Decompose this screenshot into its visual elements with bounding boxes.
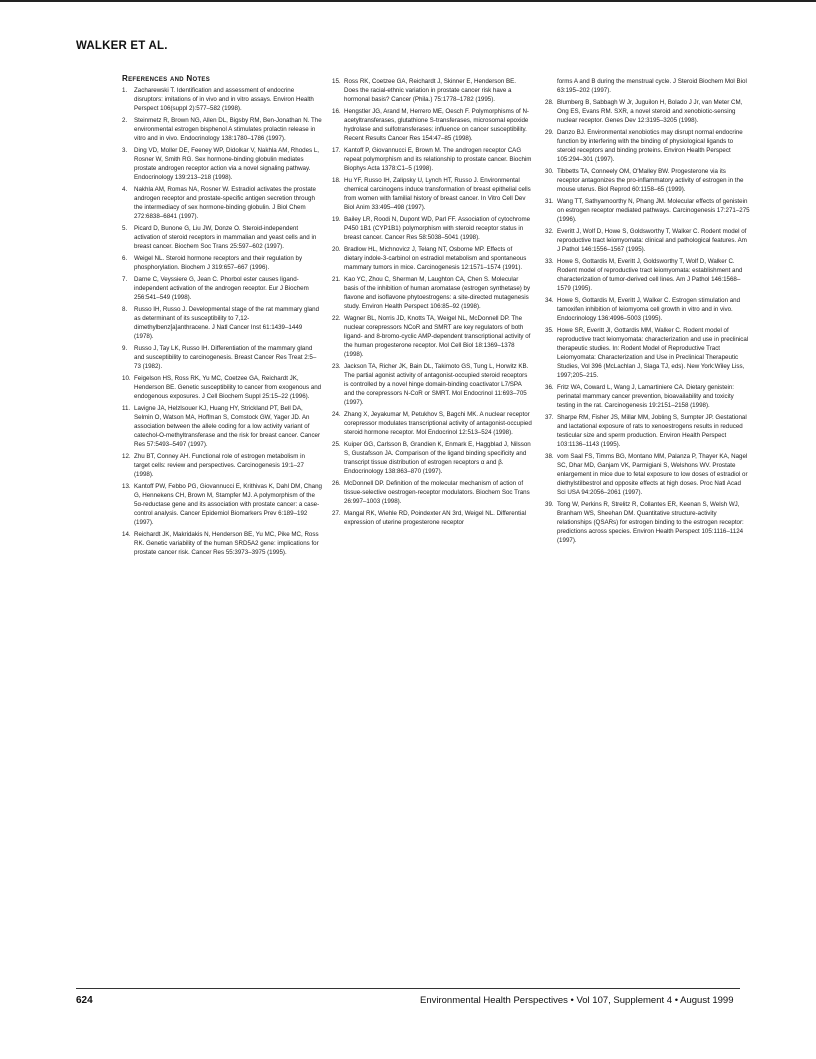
reference-item [332,146,532,173]
reference-item [122,530,322,557]
reference-number: 4. [122,186,128,193]
reference-number: 26. [332,480,341,487]
reference-text: Mangal RK, Wiehle RD, Poindexter AN 3rd, Weigel NL. Differential expression of uterine progesterone receptor [344,510,527,526]
reference-text: Danzo BJ. Environmental xenobiotics may disrupt normal endocrine function by interfering with the binding of physiological ligands to steroid receptors and binding proteins. Environ Health Perspect 105:294–301 (1997). [557,129,743,163]
reference-item [545,98,750,125]
reference-text: Kantoff PW, Febbo PG, Giovannucci E, Krithivas K, Dahl DM, Chang G, Hennekens CH, Brown M, Stampfer MJ. A polymorphism of the 5α-reductase gene and its association with prostate cancer: a case-control analysis. Cancer Epidemiol Biomarkers Prev 6:189–192 (1997). [134,483,323,526]
page-number: 624 [76,995,93,1006]
reference-text: Tibbetts TA, Conneely OM, O'Malley BW. Progesterone via its receptor antagonizes the pro-inflammatory activity of estrogen in the mouse uterus. Biol Reprod 60:1158–65 (1999). [557,168,744,193]
reference-item [545,413,750,449]
reference-text: Weigel NL. Steroid hormone receptors and their regulation by phosphorylation. Biochem J 319:657–667 (1996). [134,255,303,271]
reference-item [545,326,750,380]
reference-item [122,344,322,371]
section-title: References and Notes [122,74,211,83]
reference-number: 31. [545,198,554,205]
reference-number: 8. [122,306,128,313]
reference-number: 27. [332,510,341,517]
reference-number: 11. [122,405,131,412]
reference-item [332,440,532,476]
reference-text: Bradlow HL, Michnovicz J, Telang NT, Osborne MP. Effects of dietary indole-3-carbinol on estradiol metabolism and spontaneous mammary tumors in mice. Carcinogenesis 12:1571–1574 (1991). [344,246,527,271]
references-column-3 [545,77,750,548]
reference-item [545,452,750,497]
reference-number: 30. [545,168,554,175]
reference-number: 1. [122,87,128,94]
reference-text: Ding VD, Moller DE, Feeney WP, Didolkar V, Nakhla AM, Rhodes L, Rosner W, Smith RG. Sex hormone-binding globulin mediates prostate androgen receptor action via a novel signaling pathway. Endocrinology 139:213–218 (1998). [134,147,320,181]
reference-item [332,176,532,212]
header-rule [0,0,816,32]
reference-item [332,479,532,506]
reference-item [332,245,532,272]
reference-number: 16. [332,108,341,115]
reference-text: Jackson TA, Richer JK, Bain DL, Takimoto GS, Tung L, Horwitz KB. The partial agonist activity of antagonist-occupied steroid receptors is controlled by a novel hinge domain-binding coactivator L7/SPA and the corepressors N-CoR or SMRT. Mol Endocrinol 11:693–705 (1997). [344,363,529,406]
reference-text: Russo IH, Russo J. Developmental stage of the rat mammary gland as determinant of its susceptibility to 7,12-dimethylbenz[a]anthracene. J Natl Cancer Inst 61:1439–1449 (1978). [134,306,320,340]
reference-item [122,116,322,143]
reference-text: Tong W, Perkins R, Strelitz R, Collantes ER, Keenan S, Welsh WJ, Branham WS, Sheehan DM. Quantitative structure-activity relationships (QSARs) for estrogen binding to the estrogen receptor: predictions across species. Environ Health Perspect 105:1116–1124 (1997). [557,501,744,544]
running-head: WALKER ET AL. [76,40,168,52]
reference-item [332,410,532,437]
reference-text: Zacharewski T. Identification and assessment of endocrine disruptors: imitations of in vivo and in vitro assays. Environ Health Perspect 106(suppl 2):577–582 (1998). [134,87,314,112]
reference-number: 21. [332,276,341,283]
reference-item [545,167,750,194]
reference-item [332,107,532,143]
reference-text: Kantoff P, Giovannucci E, Brown M. The androgen receptor CAG repeat polymorphism and its relationship to prostate cancer. Biochim Biophys Acta 1378:C1–5 (1998). [344,147,532,172]
reference-number: 25. [332,441,341,448]
reference-text: Sharpe RM, Fisher JS, Millar MM, Jobling S, Sumpter JP. Gestational and lactational exposure of rats to xenoestrogens results in reduced testicular size and sperm production. Environ Health Perspect 103:1136–1143 (1995). [557,414,747,448]
reference-text: Howe SR, Everitt JI, Gottardis MM, Walker C. Rodent model of reproductive tract leiomyomata: characterization and use in preclinical therapeutic studies. In: Rodent Model of Reproductive Tract Leiomyomata: Characterization and Use in Preclinical Therapeutic Studies, Vol 396 (McLachlan J, Slaga TJ, eds). New York:Wiley Liss, 1997;205–215. [557,327,749,379]
reference-number: 6. [122,255,128,262]
reference-number: 28. [545,99,554,106]
reference-number: 24. [332,411,341,418]
reference-item [545,257,750,293]
reference-text: Howe S, Gottardis M, Everitt J, Goldsworthy T, Wolf D, Walker C. Rodent model of reproductive tract leiomyomata: establishment and characterization of tumor-derived cell lines. Am J Pathol 146:1568–1579 (1995). [557,258,743,292]
reference-number: 10. [122,375,131,382]
reference-text: Zhu BT, Conney AH. Functional role of estrogen metabolism in target cells: review and perspectives. Carcinogenesis 19:1–27 (1998). [134,453,305,478]
reference-number: 22. [332,315,341,322]
reference-number: 38. [545,453,554,460]
reference-number: 39. [545,501,554,508]
reference-item [122,305,322,341]
reference-item [545,383,750,410]
reference-number: 15. [332,78,341,85]
footer-rule [76,988,740,989]
reference-text: Wagner BL, Norris JD, Knotts TA, Weigel NL, McDonnell DP. The nuclear corepressors NCoR and SMRT are key regulators of both ligand- and 8-bromo-cyclic AMP-dependent transcriptional activity of the human progesterone receptor. Mol Cell Biol 18:1369–1378 (1998). [344,315,531,358]
reference-item [332,314,532,359]
reference-text: Picard D, Bunone G, Liu JW, Donze O. Steroid-independent activation of steroid receptors in mammalian and yeast cells and in breast cancer. Biochem Soc Trans 25:597–602 (1997). [134,225,317,250]
reference-item [122,452,322,479]
reference-number: 3. [122,147,128,154]
reference-text: Feigelson HS, Ross RK, Yu MC, Coetzee GA, Reichardt JK, Henderson BE. Genetic susceptibility to cancer from exogenous and endogenous exposures. J Cell Biochem Suppl 25:15–22 (1996). [134,375,322,400]
reference-text: Darne C, Veyssiere G, Jean C. Phorbol ester causes ligand-independent activation of the androgen receptor. Eur J Biochem 256:541–549 (1998). [134,276,309,301]
reference-item [122,146,322,182]
reference-text: Blumberg B, Sabbagh W Jr, Juguilon H, Bolado J Jr, van Meter CM, Ong ES, Evans RM. SXR, a novel steroid and xenobiotic-sensing nuclear receptor. Genes Dev 12:3195–3205 (1998). [557,99,743,124]
reference-continuation: forms A and B during the menstrual cycle. J Steroid Biochem Mol Biol 63:195–202 (1997). [557,78,747,94]
reference-number: 19. [332,216,341,223]
reference-item [332,275,532,311]
reference-number: 23. [332,363,341,370]
reference-number: 14. [122,531,131,538]
reference-number: 20. [332,246,341,253]
reference-text: Ross RK, Coetzee GA, Reichardt J, Skinner E, Henderson BE. Does the racial-ethnic variation in prostate cancer risk have a hormonal basis? Cancer (Phila.) 75:1778–1782 (1995). [344,78,516,103]
reference-text: Wang TT, Sathyamoorthy N, Phang JM. Molecular effects of genistein on estrogen receptor mediated pathways. Carcinogenesis 17:271–275 (1996). [557,198,750,223]
reference-number: 35. [545,327,554,334]
reference-item [545,227,750,254]
reference-number: 12. [122,453,131,460]
reference-number: 37. [545,414,554,421]
reference-item [122,185,322,221]
reference-item [332,77,532,104]
reference-text: Hu YF, Russo IH, Zalipsky U, Lynch HT, Russo J. Environmental chemical carcinogens induce transformation of breast epithelial cells from women with familial history of breast cancer. In Vitro Cell Dev Biol Anim 33:495–498 (1997). [344,177,531,211]
reference-item [122,374,322,401]
reference-text: Kao YC, Zhou C, Sherman M, Laughton CA, Chen S. Molecular basis of the inhibition of human aromatase (estrogen synthetase) by flavone and isoflavone phytoestrogens: a site-directed mutagenesis study. Environ Health Perspect 106:85–92 (1998). [344,276,531,310]
reference-item [332,215,532,242]
reference-number: 29. [545,129,554,136]
reference-item [545,197,750,224]
reference-number: 2. [122,117,128,124]
reference-number: 5. [122,225,128,232]
reference-text: Reichardt JK, Makridakis N, Henderson BE, Yu MC, Pike MC, Ross RK. Genetic variability of the human SRD5A2 gene: implications for prostate cancer risk. Cancer Res 55:3973–3975 (1995). [134,531,319,556]
reference-item [122,224,322,251]
reference-item [122,86,322,113]
reference-number: 17. [332,147,341,154]
reference-text: Fritz WA, Coward L, Wang J, Lamartiniere CA. Dietary genistein: perinatal mammary cancer prevention, bioavailability and toxicity testing in the rat. Carcinogenesis 19:2151–2158 (1998). [557,384,734,409]
reference-item [545,500,750,545]
reference-text: Russo J, Tay LK, Russo IH. Differentiation of the mammary gland and susceptibility to carcinogenesis. Breast Cancer Res Treat 2:5–73 (1982). [134,345,317,370]
reference-text: Howe S, Gottardis M, Everitt J, Walker C. Estrogen stimulation and tamoxifen inhibition of leiomyoma cell growth in vitro and in vivo. Endocrinology 136:4996–5003 (1995). [557,297,741,322]
reference-item [332,509,532,527]
reference-item [122,254,322,272]
reference-number: 32. [545,228,554,235]
reference-text: Steinmetz R, Brown NG, Allen DL, Bigsby RM, Ben-Jonathan N. The environmental estrogen bisphenol A stimulates prolactin release in vitro and in vivo. Endocrinology 138:1780–1786 (1997). [134,117,322,142]
reference-text: vom Saal FS, Timms BG, Montano MM, Palanza P, Thayer KA, Nagel SC, Dhar MD, Ganjam VK, Parmigiani S, Welshons WV. Prostate enlargement in mice due to fetal exposure to low doses of estradiol or diethylstilbestrol and opposite effects at high doses. Proc Natl Acad Sci USA 94:2056–2061 (1997). [557,453,748,496]
reference-number: 18. [332,177,341,184]
reference-text: Kuiper GG, Carlsson B, Grandien K, Enmark E, Haggblad J, Nilsson S, Gustafsson JA. Comparison of the ligand binding specificity and transcript tissue distribution of estrogen receptors α and β. Endocrinology 138:863–870 (1997). [344,441,531,475]
reference-number: 36. [545,384,554,391]
reference-item [545,296,750,323]
reference-item [122,404,322,449]
references-column-2 [332,77,532,530]
reference-text: Bailey LR, Roodi N, Dupont WD, Parl FF. Association of cytochrome P450 1B1 (CYP1B1) polymorphism with steroid receptor status in breast cancer. Cancer Res 58:5038–5041 (1998). [344,216,531,241]
reference-text: Lavigne JA, Helzlsouer KJ, Huang HY, Strickland PT, Bell DA, Selmin O, Watson MA, Hoffman S, Comstock GW, Yager JD. An association between the allele coding for a low activity variant of catechol-O-methyltransferase and the risk for breast cancer. Cancer Res 57:5493–5497 (1997). [134,405,321,448]
reference-number: 7. [122,276,128,283]
reference-number: 13. [122,483,131,490]
reference-item [122,275,322,302]
reference-text: McDonnell DP. Definition of the molecular mechanism of action of tissue-selective oestrogen-receptor modulators. Biochem Soc Trans 26:997–1003 (1998). [344,480,530,505]
reference-number: 34. [545,297,554,304]
reference-item [122,482,322,527]
reference-item [332,362,532,407]
footer-journal-line: Environmental Health Perspectives • Vol 107, Supplement 4 • August 1999 [420,995,734,1006]
reference-text: Everitt J, Wolf D, Howe S, Goldsworthy T, Walker C. Rodent model of reproductive tract leiomyomata: clinical and pathological features. Am J Pathol 146:1556–1567 (1995). [557,228,747,253]
reference-number: 33. [545,258,554,265]
reference-number: 9. [122,345,128,352]
reference-text: Hengstler JG, Arand M, Herrero ME, Oesch F. Polymorphisms of N-acetyltransferases, glutathione S-transferases, microsomal epoxide hydrolase and sulfotransferases: influence on cancer susceptibility. Recent Results Cancer Res 154:47–85 (1998). [344,108,529,142]
references-column-1 [122,86,322,560]
reference-text: Zhang X, Jeyakumar M, Petukhov S, Bagchi MK. A nuclear receptor corepressor modulates transcriptional activity of antagonist-occupied steroid hormone receptor. Mol Endocrinol 12:513–524 (1998). [344,411,532,436]
reference-item [545,128,750,164]
reference-text: Nakhla AM, Romas NA, Rosner W. Estradiol activates the prostate androgen receptor and prostate-specific antigen secretion through the intermediacy of sex hormone-binding globulin. J Biol Chem 272:6838–6841 (1997). [134,186,316,220]
